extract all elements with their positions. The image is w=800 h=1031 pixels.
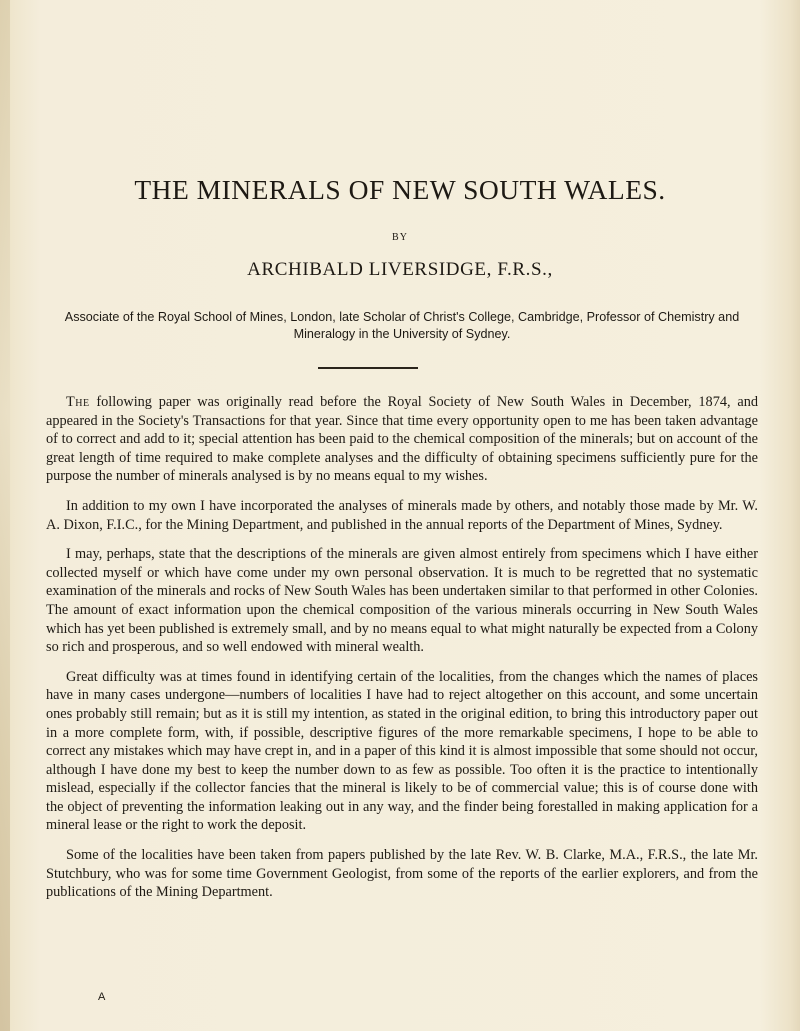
paragraph-5: Some of the localities have been taken from papers published by the late Rev. W. B. Clarke, M.A., F.R.S., the late Mr. Stutchbury, who was for some time Government Geologist, from some of the reports of the earlier explorers, and from the publications of the Mining Department. (46, 847, 758, 901)
title-divider (318, 367, 418, 369)
page-title: THE MINERALS OF NEW SOUTH WALES. (134, 174, 666, 205)
page-edge-stain (0, 0, 10, 1031)
paragraph-4: Great difficulty was at times found in identifying certain of the localities, from the changes which the names of places have in many cases undergone—numbers of localities I have had to reject altogether on this account, and some uncertain ones probably still remain; but as it is still my intention, as stated in the original edition, to bring this introductory paper out in a more complete form, with, if possible, descriptive figures of the more remarkable specimens, I hope to be able to correct any mistakes which may have crept in, and in a paper of this kind it is almost impossible that some should not occur, although I have done my best to keep the number down to as few as possible. Too often it is the practice to intentionally mislead, especially if the collector fancies that the mineral is likely to be of commercial value; this is of course done with the object of preventing the information leaking out in any way, and the finder being forestalled in making application for a mineral lease or the right to work the deposit. (46, 668, 758, 834)
author-name: ARCHIBALD LIVERSIDGE, F.R.S., (247, 259, 553, 280)
paragraph-1-text: following paper was originally read before the Royal Society of New South Wales in December, 1874, and appeared in the Society's Transactions for that year. Since that time every opportunity open to me has been taken advantage of to correct and add to it; special attention has been paid to the chemical composition of the minerals; but on account of the great length of time required to make complete analyses and the difficulty of obtaining specimens sufficiently pure for the purpose the number of minerals analysed is by no means equal to my wishes. (46, 394, 758, 485)
signature-mark: A (98, 991, 106, 1003)
author-affiliation: Associate of the Royal School of Mines, London, late Scholar of Christ's College, Cambridge, Professor of Chemistry and Mineralogy in the University of Sydney. (64, 310, 740, 341)
by-line: BY (392, 232, 408, 243)
body-text (46, 393, 758, 913)
paragraph-2: In addition to my own I have incorporated the analyses of minerals made by others, and notably those made by Mr. W. A. Dixon, F.I.C., for the Mining Department, and published in the annual reports of the Department of Mines, Sydney. (46, 497, 758, 533)
paragraph-3: I may, perhaps, state that the descriptions of the minerals are given almost entirely from specimens which I have either collected myself or which have come under my own personal observation. It is much to be regretted that no systematic examination of the minerals and rocks of New South Wales has been undertaken similar to that performed in other Colonies. The amount of exact information upon the chemical composition of the various minerals occurring in New South Wales which has yet been published is extremely small, and by no means equal to what might naturally be expected from a Colony so rich and prosperous, and so well endowed with mineral wealth. (46, 546, 758, 656)
paragraph-1 (46, 393, 758, 486)
paragraph-1-lead-word: The (66, 394, 90, 410)
